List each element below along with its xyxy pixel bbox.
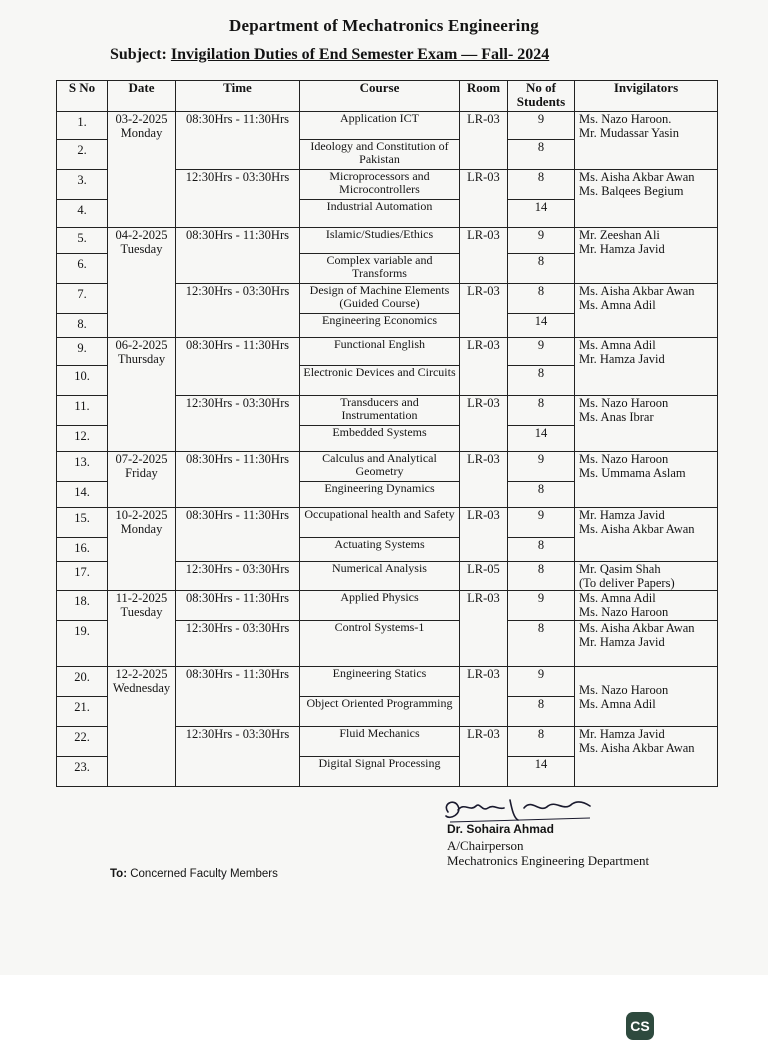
column-header-date: Date (108, 81, 176, 112)
course-cell: Application ICT (300, 112, 460, 140)
invigilator-name: Ms. Amna Adil (579, 591, 656, 605)
sno-cell: 5. (57, 228, 108, 254)
course-cell: Transducers and Instrumentation (300, 396, 460, 426)
course-cell: Numerical Analysis (300, 562, 460, 591)
sno-cell: 10. (57, 366, 108, 396)
course-cell: Digital Signal Processing (300, 757, 460, 787)
date-text: 07-2-2025 (115, 452, 168, 466)
course-cell: Embedded Systems (300, 426, 460, 452)
time-cell: 12:30Hrs - 03:30Hrs (176, 170, 300, 228)
course-cell: Fluid Mechanics (300, 727, 460, 757)
students-cell: 9 (508, 667, 575, 697)
subject-line (110, 46, 549, 64)
sno-cell: 9. (57, 338, 108, 366)
time-cell: 12:30Hrs - 03:30Hrs (176, 284, 300, 338)
students-cell: 8 (508, 621, 575, 667)
course-cell: Ideology and Constitution of Pakistan (300, 140, 460, 170)
students-cell: 8 (508, 538, 575, 562)
students-cell: 9 (508, 591, 575, 621)
table-row (57, 112, 718, 140)
room-cell: LR-03 (460, 591, 508, 667)
sno-cell: 12. (57, 426, 108, 452)
invigilators-cell (575, 452, 718, 508)
recipient-text: Concerned Faculty Members (127, 868, 278, 880)
day-text: Tuesday (120, 242, 163, 256)
students-cell: 9 (508, 112, 575, 140)
students-cell: 8 (508, 254, 575, 284)
sno-cell: 6. (57, 254, 108, 284)
course-cell: Calculus and Analytical Geometry (300, 452, 460, 482)
invigilator-name: Ms. Aisha Akbar Awan (579, 522, 695, 536)
invigilator-name: Ms. Amna Adil (579, 298, 656, 312)
invigilation-table (56, 80, 718, 787)
date-text: 04-2-2025 (115, 228, 168, 242)
course-cell: Functional English (300, 338, 460, 366)
room-cell: LR-03 (460, 727, 508, 787)
recipient-label: To: (110, 868, 128, 880)
sno-cell: 7. (57, 284, 108, 314)
course-cell: Applied Physics (300, 591, 460, 621)
invigilator-name: Mr. Mudassar Yasin (579, 126, 680, 140)
course-cell: Industrial Automation (300, 200, 460, 228)
invigilators-cell (575, 591, 718, 621)
table-row (57, 667, 718, 697)
date-text: 10-2-2025 (115, 508, 168, 522)
students-cell: 9 (508, 338, 575, 366)
invigilator-name: Ms. Amna Adil (579, 696, 656, 711)
column-header-room: Room (460, 81, 508, 112)
sno-cell: 23. (57, 757, 108, 787)
invigilators-cell (575, 621, 718, 667)
sno-cell: 14. (57, 482, 108, 508)
invigilator-name: Ms. Nazo Haroon (579, 682, 669, 697)
day-text: Monday (120, 126, 163, 140)
time-cell: 08:30Hrs - 11:30Hrs (176, 228, 300, 284)
time-cell: 08:30Hrs - 11:30Hrs (176, 508, 300, 562)
students-cell: 9 (508, 452, 575, 482)
invigilator-name: Mr. Hamza Javid (579, 242, 665, 256)
course-cell: Engineering Dynamics (300, 482, 460, 508)
invigilator-name: Mr. Hamza Javid (579, 635, 665, 649)
sno-cell: 4. (57, 200, 108, 228)
date-cell (108, 338, 176, 452)
invigilator-name: Mr. Zeeshan Ali (579, 228, 660, 242)
invigilator-name: Ms. Nazo Haroon (579, 452, 669, 466)
invigilator-name: Ms. Aisha Akbar Awan (579, 284, 695, 298)
sno-cell: 21. (57, 697, 108, 727)
date-cell (108, 112, 176, 228)
subject-text: Invigilation Duties of End Semester Exam — Fall- 2024 (170, 46, 550, 63)
time-cell: 08:30Hrs - 11:30Hrs (176, 112, 300, 170)
subject-prefix: Subject: (110, 46, 171, 63)
date-cell (108, 591, 176, 667)
date-text: 03-2-2025 (115, 112, 168, 126)
invigilator-name: Ms. Nazo Haroon. (579, 112, 672, 126)
sno-cell: 8. (57, 314, 108, 338)
course-cell: Occupational health and Safety (300, 508, 460, 538)
day-text: Friday (125, 466, 158, 480)
invigilator-note: (To deliver Papers) (579, 576, 675, 590)
time-cell: 12:30Hrs - 03:30Hrs (176, 396, 300, 452)
course-cell: Object Oriented Programming (300, 697, 460, 727)
course-cell: Control Systems-1 (300, 621, 460, 667)
day-text: Tuesday (120, 605, 163, 619)
date-cell (108, 228, 176, 338)
date-text: 12-2-2025 (115, 667, 168, 681)
students-cell: 14 (508, 426, 575, 452)
invigilators-cell (575, 396, 718, 452)
date-text: 11-2-2025 (115, 591, 168, 605)
invigilators-cell (575, 508, 718, 562)
camscanner-logo-icon: CS (626, 1012, 654, 1040)
sno-cell: 11. (57, 396, 108, 426)
sno-cell: 2. (57, 140, 108, 170)
table-row (57, 591, 718, 621)
sno-cell: 15. (57, 508, 108, 538)
sno-cell: 16. (57, 538, 108, 562)
sno-cell: 18. (57, 591, 108, 621)
invigilators-cell (575, 112, 718, 170)
invigilators-cell (575, 228, 718, 284)
signatory-department: Mechatronics Engineering Department (447, 853, 650, 868)
column-header-invigilators: Invigilators (575, 81, 718, 112)
invigilator-name: Ms. Nazo Haroon (579, 396, 669, 410)
invigilator-name: Ms. Anas Ibrar (579, 410, 654, 424)
table-header-row (57, 81, 718, 112)
invigilator-name: Ms. Aisha Akbar Awan (579, 741, 695, 755)
room-cell: LR-03 (460, 396, 508, 452)
students-cell: 8 (508, 727, 575, 757)
duty-table-wrapper (56, 80, 717, 787)
invigilator-name: Ms. Nazo Haroon (579, 605, 669, 619)
invigilator-name: Mr. Hamza Javid (579, 727, 665, 741)
room-cell: LR-05 (460, 562, 508, 591)
students-cell: 8 (508, 170, 575, 200)
invigilators-cell (575, 170, 718, 228)
column-header-students: No of Students (508, 81, 575, 112)
sno-cell: 3. (57, 170, 108, 200)
day-text: Monday (120, 522, 163, 536)
invigilators-cell (575, 562, 718, 591)
room-cell: LR-03 (460, 452, 508, 508)
time-cell: 08:30Hrs - 11:30Hrs (176, 452, 300, 508)
course-cell: Electronic Devices and Circuits (300, 366, 460, 396)
course-cell: Design of Machine Elements (Guided Course) (300, 284, 460, 314)
invigilator-name: Ms. Ummama Aslam (579, 466, 686, 480)
invigilator-name: Mr. Hamza Javid (579, 508, 665, 522)
room-cell: LR-03 (460, 338, 508, 396)
room-cell: LR-03 (460, 284, 508, 338)
sno-cell: 17. (57, 562, 108, 591)
students-cell: 8 (508, 396, 575, 426)
date-cell (108, 667, 176, 787)
time-cell: 12:30Hrs - 03:30Hrs (176, 562, 300, 591)
table-row (57, 338, 718, 366)
students-cell: 9 (508, 228, 575, 254)
page-title: Department of Mechatronics Engineering (229, 16, 539, 35)
invigilator-name: Ms. Amna Adil (579, 338, 656, 352)
invigilators-cell (575, 727, 718, 787)
students-cell: 14 (508, 314, 575, 338)
day-text: Thursday (117, 352, 166, 366)
students-cell: 8 (508, 366, 575, 396)
course-cell: Islamic/Studies/Ethics (300, 228, 460, 254)
students-cell: 14 (508, 757, 575, 787)
invigilators-cell (575, 338, 718, 396)
invigilators-cell (575, 284, 718, 338)
room-cell: LR-03 (460, 667, 508, 727)
table-row (57, 508, 718, 538)
signatory-role: A/Chairperson (447, 838, 524, 853)
course-cell: Microprocessors and Microcontrollers (300, 170, 460, 200)
sno-cell: 13. (57, 452, 108, 482)
column-header-time: Time (176, 81, 300, 112)
students-cell: 8 (508, 482, 575, 508)
students-cell: 8 (508, 140, 575, 170)
time-cell: 12:30Hrs - 03:30Hrs (176, 621, 300, 667)
date-cell (108, 508, 176, 591)
sno-cell: 22. (57, 727, 108, 757)
invigilator-name: Ms. Balqees Begium (579, 184, 684, 198)
invigilator-name: Mr. Qasim Shah (579, 562, 661, 576)
room-cell: LR-03 (460, 112, 508, 170)
course-cell: Complex variable and Transforms (300, 254, 460, 284)
course-cell: Engineering Economics (300, 314, 460, 338)
room-cell: LR-03 (460, 170, 508, 228)
course-cell: Engineering Statics (300, 667, 460, 697)
sno-cell: 20. (57, 667, 108, 697)
signatory-name: Dr. Sohaira Ahmad (447, 822, 554, 836)
course-cell: Actuating Systems (300, 538, 460, 562)
time-cell: 08:30Hrs - 11:30Hrs (176, 338, 300, 396)
students-cell: 9 (508, 508, 575, 538)
day-text: Wednesday (112, 681, 171, 695)
sno-cell: 1. (57, 112, 108, 140)
time-cell: 08:30Hrs - 11:30Hrs (176, 591, 300, 621)
students-cell: 14 (508, 200, 575, 228)
room-cell: LR-03 (460, 228, 508, 284)
invigilator-name: Mr. Hamza Javid (579, 352, 665, 366)
time-cell: 12:30Hrs - 03:30Hrs (176, 727, 300, 787)
time-cell: 08:30Hrs - 11:30Hrs (176, 667, 300, 727)
students-cell: 8 (508, 284, 575, 314)
column-header-sno: S No (57, 81, 108, 112)
column-header-course: Course (300, 81, 460, 112)
invigilator-name: Ms. Aisha Akbar Awan (579, 170, 695, 184)
room-cell: LR-03 (460, 508, 508, 562)
table-row (57, 452, 718, 482)
date-text: 06-2-2025 (115, 338, 168, 352)
students-cell: 8 (508, 697, 575, 727)
sno-cell: 19. (57, 621, 108, 667)
invigilators-cell (575, 667, 718, 727)
recipient-line (110, 868, 278, 880)
table-row (57, 228, 718, 254)
students-cell: 8 (508, 562, 575, 591)
date-cell (108, 452, 176, 508)
invigilator-name: Ms. Aisha Akbar Awan (579, 621, 695, 635)
